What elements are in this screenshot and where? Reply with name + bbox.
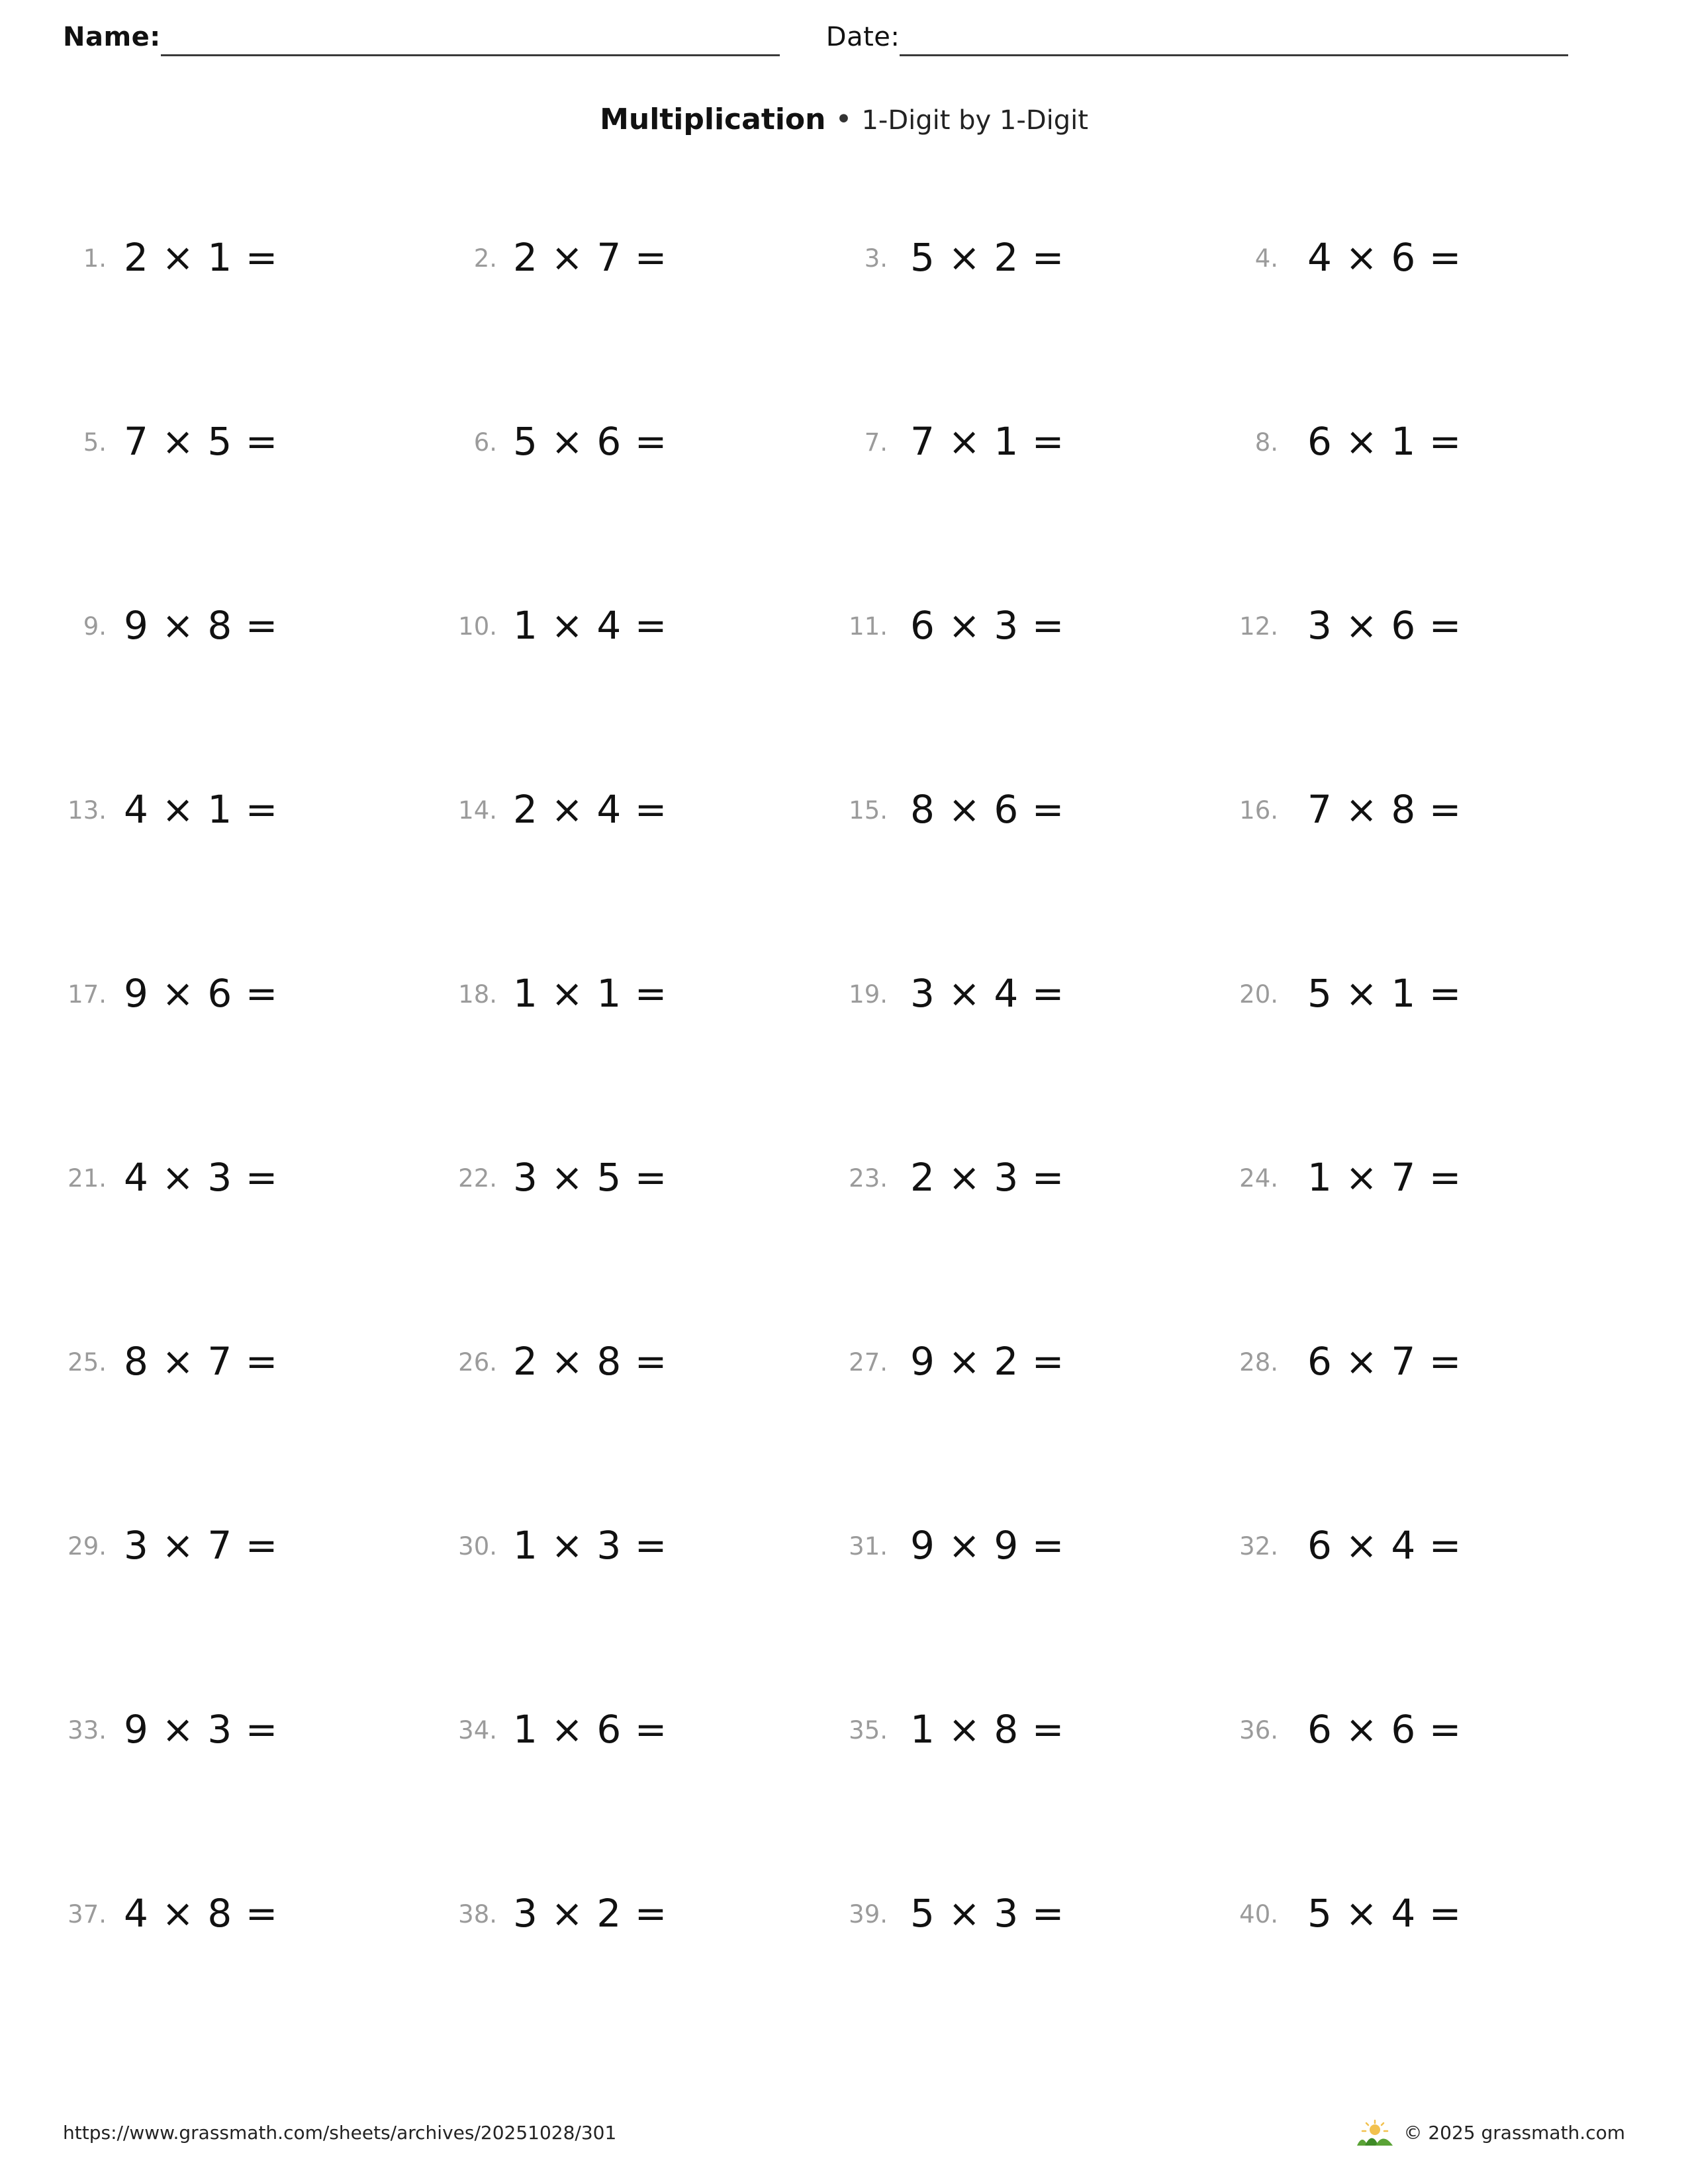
date-field[interactable] [826, 20, 1569, 56]
problem-expression[interactable]: 9 × 8 = [124, 603, 279, 648]
title-subtitle: 1-Digit by 1-Digit [861, 105, 1088, 136]
problem-item [1235, 235, 1625, 419]
problem-expression[interactable]: 7 × 1 = [910, 419, 1065, 464]
problem-expression[interactable]: 5 × 3 = [910, 1891, 1065, 1936]
problem-expression[interactable]: 1 × 6 = [513, 1707, 668, 1752]
problem-expression[interactable]: 1 × 3 = [513, 1523, 668, 1568]
problem-expression[interactable]: 5 × 1 = [1307, 971, 1462, 1016]
problem-item [63, 787, 453, 971]
problem-item [844, 971, 1235, 1155]
problem-number: 8. [1254, 428, 1278, 457]
problem-item [63, 235, 453, 419]
problem-number: 5. [83, 428, 107, 457]
worksheet-footer [63, 2119, 1625, 2146]
problem-number: 40. [1239, 1900, 1278, 1929]
problem-number: 10. [458, 612, 497, 641]
title-separator: • [835, 103, 853, 136]
problem-item [1235, 1523, 1625, 1707]
problem-number: 39. [849, 1900, 888, 1929]
problem-expression[interactable]: 8 × 7 = [124, 1339, 279, 1384]
problem-number: 29. [68, 1532, 107, 1561]
problem-item [63, 1707, 453, 1891]
problem-expression[interactable]: 6 × 1 = [1307, 419, 1462, 464]
problem-number: 34. [458, 1716, 497, 1745]
problem-item [453, 971, 844, 1155]
problem-expression[interactable]: 3 × 6 = [1307, 603, 1462, 648]
problem-number: 23. [849, 1164, 888, 1193]
problem-expression[interactable]: 3 × 2 = [513, 1891, 668, 1936]
problem-item [844, 1155, 1235, 1339]
problem-item [844, 419, 1235, 603]
problem-number: 3. [864, 244, 888, 273]
problem-number: 20. [1239, 980, 1278, 1009]
problem-expression[interactable]: 9 × 9 = [910, 1523, 1065, 1568]
problem-expression[interactable]: 2 × 7 = [513, 235, 668, 280]
problem-expression[interactable]: 6 × 4 = [1307, 1523, 1462, 1568]
problem-item [1235, 1155, 1625, 1339]
problem-item [453, 1155, 844, 1339]
problem-expression[interactable]: 8 × 6 = [910, 787, 1065, 832]
problem-item [63, 1155, 453, 1339]
copyright-text: © 2025 grassmath.com [1403, 2121, 1625, 2144]
problem-number: 19. [849, 980, 888, 1009]
problem-number: 9. [83, 612, 107, 641]
problem-item [453, 1891, 844, 2075]
problem-expression[interactable]: 4 × 8 = [124, 1891, 279, 1936]
problem-item [1235, 787, 1625, 971]
problem-item [63, 971, 453, 1155]
sun-over-grass-icon [1357, 2119, 1393, 2146]
problem-item [63, 1891, 453, 2075]
footer-right [1357, 2119, 1625, 2146]
problem-expression[interactable]: 1 × 1 = [513, 971, 668, 1016]
problem-number: 35. [849, 1716, 888, 1745]
problem-expression[interactable]: 6 × 3 = [910, 603, 1065, 648]
problem-expression[interactable]: 5 × 4 = [1307, 1891, 1462, 1936]
title-main: Multiplication [600, 103, 826, 136]
problem-expression[interactable]: 2 × 1 = [124, 235, 279, 280]
source-url[interactable]: https://www.grassmath.com/sheets/archives/20251028/301 [63, 2121, 617, 2144]
name-input-line[interactable] [161, 20, 780, 56]
problem-number: 33. [68, 1716, 107, 1745]
problem-expression[interactable]: 2 × 4 = [513, 787, 668, 832]
problem-expression[interactable]: 4 × 3 = [124, 1155, 279, 1200]
problem-item [1235, 603, 1625, 787]
problem-number: 30. [458, 1532, 497, 1561]
problem-item [453, 603, 844, 787]
problem-number: 7. [864, 428, 888, 457]
name-field[interactable] [63, 20, 780, 56]
problem-number: 12. [1239, 612, 1278, 641]
problem-expression[interactable]: 7 × 5 = [124, 419, 279, 464]
problem-number: 16. [1239, 796, 1278, 825]
name-label: Name: [63, 22, 161, 52]
problem-expression[interactable]: 3 × 7 = [124, 1523, 279, 1568]
problem-expression[interactable]: 4 × 1 = [124, 787, 279, 832]
problem-number: 36. [1239, 1716, 1278, 1745]
problem-expression[interactable]: 9 × 2 = [910, 1339, 1065, 1384]
problem-item [453, 1707, 844, 1891]
problem-item [453, 235, 844, 419]
problem-number: 14. [458, 796, 497, 825]
problem-number: 37. [68, 1900, 107, 1929]
date-label: Date: [825, 22, 900, 52]
problem-item [844, 1339, 1235, 1523]
problem-item [63, 603, 453, 787]
problem-expression[interactable]: 1 × 4 = [513, 603, 668, 648]
problem-expression[interactable]: 2 × 3 = [910, 1155, 1065, 1200]
problem-number: 32. [1239, 1532, 1278, 1561]
problem-number: 13. [68, 796, 107, 825]
problem-item [1235, 1707, 1625, 1891]
problem-item [844, 1707, 1235, 1891]
problem-expression[interactable]: 4 × 6 = [1307, 235, 1462, 280]
problem-expression[interactable]: 9 × 3 = [124, 1707, 279, 1752]
problem-expression[interactable]: 7 × 8 = [1307, 787, 1462, 832]
problem-expression[interactable]: 3 × 4 = [910, 971, 1065, 1016]
problem-number: 4. [1254, 244, 1278, 273]
problem-number: 26. [458, 1348, 497, 1377]
problem-expression[interactable]: 2 × 8 = [513, 1339, 668, 1384]
problem-number: 28. [1239, 1348, 1278, 1377]
problem-expression[interactable]: 9 × 6 = [124, 971, 279, 1016]
problem-item [844, 603, 1235, 787]
problem-number: 11. [849, 612, 888, 641]
problem-item [453, 1523, 844, 1707]
problem-number: 22. [458, 1164, 497, 1193]
problem-item [1235, 971, 1625, 1155]
problem-grid [63, 235, 1625, 2075]
problem-number: 15. [849, 796, 888, 825]
problem-number: 24. [1239, 1164, 1278, 1193]
problem-item [63, 1523, 453, 1707]
problem-item [63, 419, 453, 603]
worksheet-header [63, 20, 1625, 56]
problem-item [63, 1339, 453, 1523]
problem-item [844, 787, 1235, 971]
problem-number: 21. [68, 1164, 107, 1193]
problem-number: 2. [473, 244, 497, 273]
problem-item [1235, 1891, 1625, 2075]
problem-number: 6. [473, 428, 497, 457]
problem-number: 38. [458, 1900, 497, 1929]
problem-number: 18. [458, 980, 497, 1009]
problem-item [453, 787, 844, 971]
problem-item [844, 235, 1235, 419]
problem-expression[interactable]: 1 × 7 = [1307, 1155, 1462, 1200]
problem-item [844, 1523, 1235, 1707]
problem-item [453, 1339, 844, 1523]
problem-item [453, 419, 844, 603]
problem-expression[interactable]: 3 × 5 = [513, 1155, 668, 1200]
page-title [0, 103, 1688, 136]
problem-expression[interactable]: 5 × 6 = [513, 419, 668, 464]
problem-number: 25. [68, 1348, 107, 1377]
problem-expression[interactable]: 6 × 6 = [1307, 1707, 1462, 1752]
problem-number: 27. [849, 1348, 888, 1377]
problem-number: 17. [68, 980, 107, 1009]
problem-number: 1. [83, 244, 107, 273]
problem-item [844, 1891, 1235, 2075]
problem-expression[interactable]: 6 × 7 = [1307, 1339, 1462, 1384]
problem-item [1235, 419, 1625, 603]
date-input-line[interactable] [900, 20, 1568, 56]
problem-item [1235, 1339, 1625, 1523]
problem-expression[interactable]: 5 × 2 = [910, 235, 1065, 280]
problem-number: 31. [849, 1532, 888, 1561]
problem-expression[interactable]: 1 × 8 = [910, 1707, 1065, 1752]
